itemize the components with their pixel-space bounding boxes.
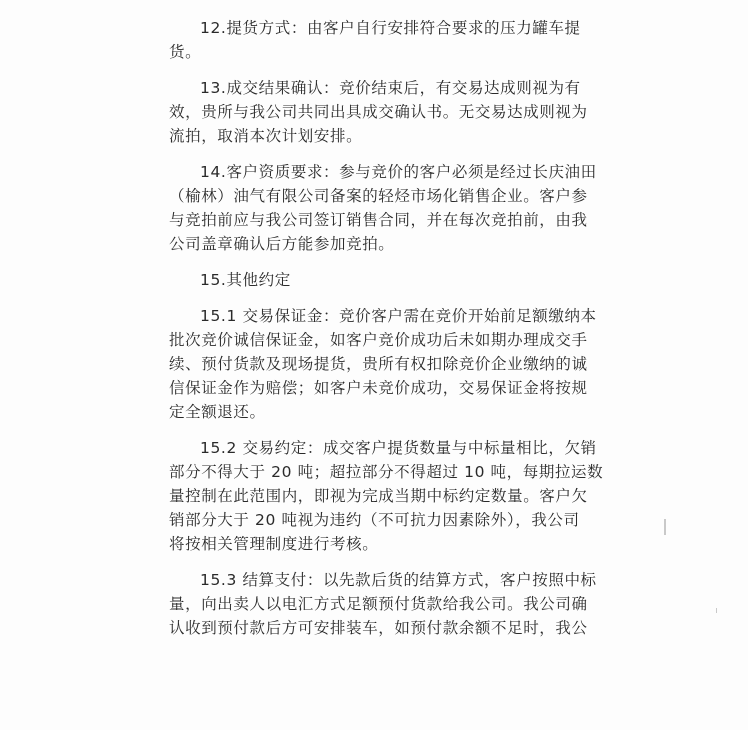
paragraph-line: 将按相关管理制度进行考核。 (169, 535, 379, 553)
paragraph-line: 与竞拍前应与我公司签订销售合同，并在每次竞拍前，由我 (169, 211, 588, 229)
paragraph-line: 货。 (169, 43, 202, 61)
paragraph-line: 公司盖章确认后方能参加竞拍。 (169, 235, 395, 253)
paragraph-line: 量，向出卖人以电汇方式足额预付货款给我公司。我公司确 (169, 595, 588, 613)
paragraph-line: 定全额退还。 (169, 403, 266, 421)
paragraph-line: 认收到预付款后方可安排装车，如预付款余额不足时，我公 (169, 619, 588, 637)
paragraph-line: 14.客户资质要求：参与竞价的客户必须是经过长庆油田 (200, 163, 597, 181)
paragraph-line: 续、预付货款及现场提货，贵所有权扣除竞价企业缴纳的诚 (169, 355, 588, 373)
document-body (169, 6, 604, 640)
paragraph-line: 部分不得大于 20 吨；超拉部分不得超过 10 吨，每期拉运数 (169, 463, 604, 481)
paragraph-line: 效，贵所与我公司共同出具成交确认书。无交易达成则视为 (169, 103, 588, 121)
paragraph-line: 15.1 交易保证金：竞价客户需在竞价开始前足额缴纳本 (200, 307, 597, 325)
paragraph-line: 12.提货方式：由客户自行安排符合要求的压力罐车提 (200, 19, 581, 37)
paragraph-line: 流拍，取消本次计划安排。 (169, 127, 363, 145)
paragraph-line: 信保证金作为赔偿；如客户未竞价成功，交易保证金将按规 (169, 379, 588, 397)
paragraph-line: 销部分大于 20 吨视为违约（不可抗力因素除外），我公司 (169, 511, 580, 529)
paragraph-line: 批次竞价诚信保证金，如客户竞价成功后未如期办理成交手 (169, 331, 588, 349)
paragraph-line: 13.成交结果确认：竞价结束后，有交易达成则视为有 (200, 79, 581, 97)
paragraph-line: （榆林）油气有限公司备案的轻烃市场化销售企业。客户参 (169, 187, 588, 205)
scan-artifact (716, 608, 717, 613)
section-heading: 15.其他约定 (200, 271, 291, 289)
scan-artifact (664, 519, 666, 535)
paragraph-line: 15.2 交易约定：成交客户提货数量与中标量相比，欠销 (200, 439, 597, 457)
paragraph-line: 量控制在此范围内，即视为完成当期中标约定数量。客户欠 (169, 487, 588, 505)
paragraph-line: 15.3 结算支付：以先款后货的结算方式，客户按照中标 (200, 571, 597, 589)
